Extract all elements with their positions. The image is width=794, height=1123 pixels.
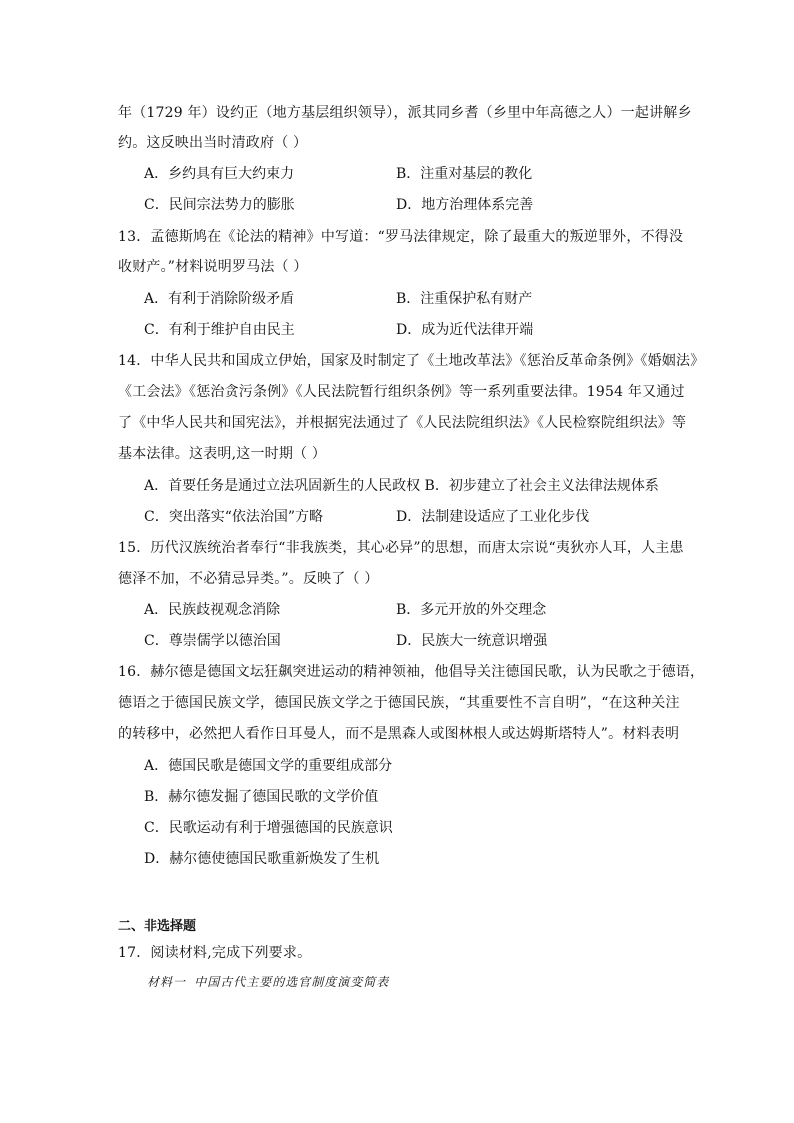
- q14-line-3: 了《中华人民共和国宪法》，并根据宪法通过了《人民法院组织法》《人民检察院组织法》等: [118, 415, 687, 431]
- q15-option-c[interactable]: C．尊崇儒学以德治国: [144, 633, 281, 649]
- q15-line-1: 15．历代汉族统治者奉行“非我族类，其心必异”的思想，而唐太宗说“夷狄亦人耳，人主患: [118, 540, 684, 556]
- q12-option-b[interactable]: B．注重对基层的教化: [396, 166, 533, 182]
- q16-line-2: 德语之于德国民族文学，德国民族文学之于德国民族，“其重要性不言自明”，“在这种关注: [118, 695, 680, 711]
- q17-prompt: 17．阅读材料,完成下列要求。: [118, 945, 312, 961]
- q14-option-c[interactable]: C．突出落实“依法治国”方略: [144, 509, 324, 525]
- q16-option-d[interactable]: D．赫尔德使德国民歌重新焕发了生机: [144, 851, 380, 867]
- q14-line-1: 14．中华人民共和国成立伊始，国家及时制定了《土地改革法》《惩治反革命条例》《婚姻法》: [118, 353, 705, 369]
- q14-option-d[interactable]: D．法制建设适应了工业化步伐: [396, 509, 590, 525]
- q12-option-a[interactable]: A．乡约具有巨大约束力: [144, 166, 295, 182]
- q16-option-c[interactable]: C．民歌运动有利于增强德国的民族意识: [144, 820, 393, 836]
- q12-line-2: 约。这反映出当时清政府（ ）: [118, 135, 308, 151]
- section-heading: 二、非选择题: [118, 919, 197, 934]
- q15-line-2: 德泽不加，不必猜忌异类。”。反映了（ ）: [118, 571, 379, 587]
- q13-option-b[interactable]: B．注重保护私有财产: [396, 291, 533, 307]
- q14-option-a-b[interactable]: A．首要任务是通过立法巩固新生的人民政权 B．初步建立了社会主义法律法规体系: [144, 478, 659, 494]
- q15-option-b[interactable]: B．多元开放的外交理念: [396, 602, 547, 618]
- q13-line-1: 13．孟德斯鸠在《论法的精神》中写道：“罗马法律规定，除了最重大的叛逆罪外，不得没: [118, 229, 684, 245]
- q13-option-a[interactable]: A．有利于消除阶级矛盾: [144, 291, 295, 307]
- q16-option-a[interactable]: A．德国民歌是德国文学的重要组成部分: [144, 758, 393, 774]
- q14-line-4: 基本法律。这表明,这一时期（ ）: [118, 446, 327, 462]
- q16-option-b[interactable]: B．赫尔德发掘了德国民歌的文学价值: [144, 789, 379, 805]
- q13-option-d[interactable]: D．成为近代法律开端: [396, 322, 534, 338]
- q16-line-3: 的转移中，必然把人看作日耳曼人，而不是黑森人或图林根人或达姆斯塔特人”。材料表明: [118, 726, 680, 742]
- q13-option-c[interactable]: C．有利于维护自由民主: [144, 322, 295, 338]
- q15-option-d[interactable]: D．民族大一统意识增强: [396, 633, 548, 649]
- q16-line-1: 16．赫尔德是德国文坛狂飙突进运动的精神领袖，他倡导关注德国民歌，认为民歌之于德语，: [118, 664, 705, 680]
- material-caption: 材料一 中国古代主要的选官制度演变简表: [147, 975, 390, 989]
- q13-line-2: 收财产。”材料说明罗马法（ ）: [118, 259, 308, 275]
- q12-option-d[interactable]: D．地方治理体系完善: [396, 197, 534, 213]
- q15-option-a[interactable]: A．民族歧视观念消除: [144, 602, 281, 618]
- q12-line-1: 年（1729 年）设约正（地方基层组织领导），派其同乡耆（乡里中年高德之人）一起讲解乡: [118, 105, 692, 121]
- q14-line-2: 《工会法》《惩治贪污条例》《人民法院暂行组织条例》等一系列重要法律。1954 年又通过: [118, 384, 685, 400]
- q12-option-c[interactable]: C．民间宗法势力的膨胀: [144, 197, 295, 213]
